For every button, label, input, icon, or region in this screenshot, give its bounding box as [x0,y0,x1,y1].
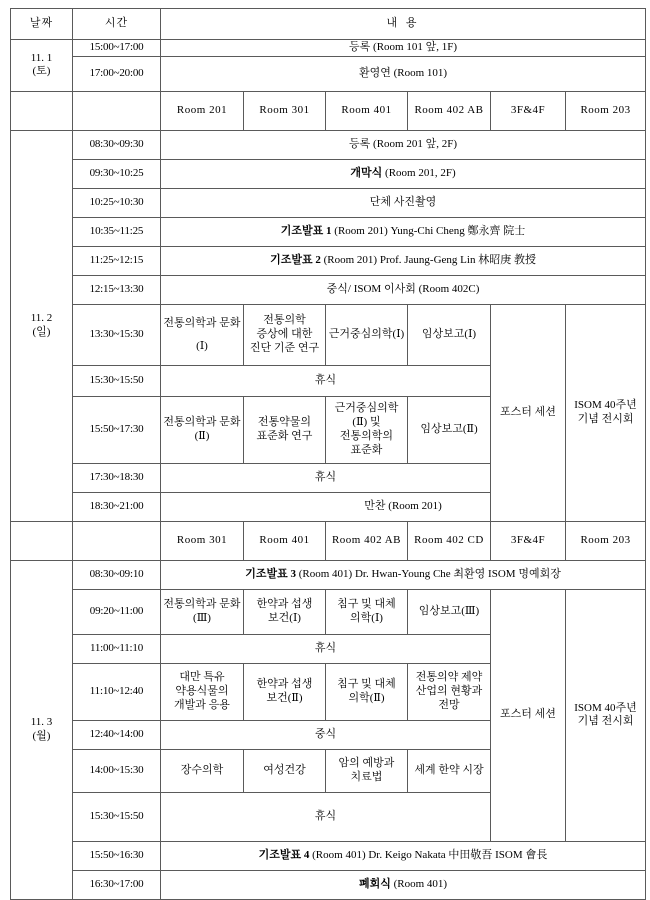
room-header-row-day3 [11,521,646,560]
room-header-row-day2 [11,91,646,130]
event-cell-group-photo: 단체 사진촬영 [161,188,646,217]
time-cell: 11:10~12:40 [73,663,161,720]
table-row [11,159,646,188]
time-cell: 12:40~14:00 [73,720,161,749]
room-header-301: Room 301 [244,91,326,130]
keynote-label: 기조발표 1 [280,224,332,237]
room-header-203: Room 203 [566,521,646,560]
table-row [11,560,646,589]
table-row [11,217,646,246]
session-cell: 근거중심의학(Ⅱ) 및 전통의학의 표준화 [326,396,408,463]
blank-cell [73,521,161,560]
time-cell: 13:30~15:30 [73,304,161,365]
table-row [11,188,646,217]
keynote-detail: (Room 401) Dr. Hwan-Young Che 최환영 ISOM 명예회장 [295,567,561,580]
schedule-sheet [10,8,640,900]
keynote-label: 기조발표 4 [258,848,310,861]
session-cell: 전통약물의 표준화 연구 [244,396,326,463]
time-cell: 15:30~15:50 [73,792,161,841]
session-cell: 한약과 섭생 보건(Ⅰ) [244,589,326,634]
time-cell: 11:25~12:15 [73,246,161,275]
room-header-203: Room 203 [566,91,646,130]
header-time: 시간 [73,9,161,40]
session-cell: 전통의학 증상에 대한 진단 기준 연구 [244,304,326,365]
header-date: 날짜 [11,9,73,40]
event-cell-welcome-reception: 환영연 (Room 101) [161,56,646,91]
keynote-detail: (Room 201) Yung-Chi Cheng 鄭永齊 院士 [331,224,526,237]
room-header-402ab: Room 402 AB [408,91,491,130]
room-header-201: Room 201 [161,91,244,130]
time-cell: 10:25~10:30 [73,188,161,217]
time-cell: 10:35~11:25 [73,217,161,246]
session-cell: 전통의학과 문화(Ⅱ) [161,396,244,463]
event-cell-break: 휴식 [161,463,491,492]
time-cell: 15:30~15:50 [73,365,161,396]
table-row [11,130,646,159]
table-row [11,841,646,870]
event-cell-keynote-3 [161,560,646,589]
event-cell-lunch-board-meeting: 중식/ ISOM 이사회 (Room 402C) [161,275,646,304]
date-dayofweek: (월) [32,729,51,742]
event-detail: (Room 401) [390,877,448,890]
poster-session-cell: 포스터 세션 [491,589,566,841]
session-cell: 침구 및 대체 의학(Ⅱ) [326,663,408,720]
event-cell-keynote-4 [161,841,646,870]
event-cell-keynote-2 [161,246,646,275]
time-cell: 17:30~18:30 [73,463,161,492]
session-cell: 전통의약 제약 산업의 현황과 전망 [408,663,491,720]
event-label: 개막식 [350,166,383,179]
session-cell: 암의 예방과 치료법 [326,749,408,792]
event-cell-opening-ceremony [161,159,646,188]
session-cell: 대만 특유 약용식물의 개발과 응용 [161,663,244,720]
keynote-detail: (Room 401) Dr. Keigo Nakata 中田敬吾 ISOM 會長 [309,848,548,861]
event-label: 폐회식 [358,877,391,890]
poster-session-cell: 포스터 세션 [491,304,566,521]
time-cell: 12:15~13:30 [73,275,161,304]
time-cell: 15:50~16:30 [73,841,161,870]
table-header-row [11,9,646,40]
session-cell: 전통의학과 문화(Ⅲ) [161,589,244,634]
date-dayofweek: (일) [32,325,51,338]
time-cell: 16:30~17:00 [73,870,161,899]
conference-schedule-table [10,8,646,900]
table-row [11,40,646,57]
session-cell: 장수의학 [161,749,244,792]
table-row [11,275,646,304]
date-cell-day1 [11,40,73,92]
event-cell-registration: 등록 (Room 101 앞, 1F) [161,40,646,57]
event-cell-lunch: 중식 [161,720,491,749]
table-row [11,246,646,275]
event-cell-banquet: 만찬 (Room 201) [161,492,646,521]
room-header-401: Room 401 [326,91,408,130]
room-header-402cd: Room 402 CD [408,521,491,560]
room-header-3f4f: 3F&4F [491,521,566,560]
keynote-label: 기조발표 3 [245,567,296,580]
exhibition-cell: ISOM 40주년 기념 전시회 [566,304,646,521]
table-row [11,492,646,521]
date-dayofweek: (토) [32,65,51,78]
session-cell: 전통의학과 문화(Ⅰ) [161,304,244,365]
date-number: 11. 1 [30,51,53,64]
time-cell: 14:00~15:30 [73,749,161,792]
session-cell: 침구 및 대체 의학(Ⅰ) [326,589,408,634]
keynote-detail: (Room 201) Prof. Jaung-Geng Lin 林昭庚 教授 [320,253,536,266]
event-cell-break: 휴식 [161,634,491,663]
header-content: 내 용 [161,9,646,40]
session-cell: 한약과 섭생 보건(Ⅱ) [244,663,326,720]
session-cell: 세계 한약 시장 [408,749,491,792]
date-cell-day2 [11,130,73,521]
time-cell: 09:30~10:25 [73,159,161,188]
blank-cell [11,91,73,130]
time-cell: 15:00~17:00 [73,40,161,57]
time-cell: 18:30~21:00 [73,492,161,521]
event-cell-break: 휴식 [161,792,491,841]
date-cell-day3 [11,560,73,899]
table-row [11,56,646,91]
session-cell: 임상보고(Ⅰ) [408,304,491,365]
session-cell: 여성건강 [244,749,326,792]
session-cell: 임상보고(Ⅲ) [408,589,491,634]
room-header-3f4f: 3F&4F [491,91,566,130]
table-row [11,870,646,899]
date-number: 11. 3 [30,716,53,728]
session-cell: 근거중심의학(Ⅰ) [326,304,408,365]
room-header-301: Room 301 [161,521,244,560]
blank-cell [73,91,161,130]
event-detail: (Room 201, 2F) [382,166,456,179]
session-cell: 임상보고(Ⅱ) [408,396,491,463]
time-cell: 09:20~11:00 [73,589,161,634]
event-cell-closing-ceremony [161,870,646,899]
table-row [11,589,646,634]
event-cell-registration: 등록 (Room 201 앞, 2F) [161,130,646,159]
table-row [11,304,646,365]
time-cell: 17:00~20:00 [73,56,161,91]
time-cell: 11:00~11:10 [73,634,161,663]
blank-cell [11,521,73,560]
time-cell: 08:30~09:10 [73,560,161,589]
keynote-label: 기조발표 2 [270,253,321,266]
event-cell-break: 휴식 [161,365,491,396]
time-cell: 15:50~17:30 [73,396,161,463]
event-cell-keynote-1 [161,217,646,246]
exhibition-cell: ISOM 40주년 기념 전시회 [566,589,646,841]
date-number: 11. 2 [30,312,53,324]
time-cell: 08:30~09:30 [73,130,161,159]
room-header-401: Room 401 [244,521,326,560]
room-header-402ab: Room 402 AB [326,521,408,560]
